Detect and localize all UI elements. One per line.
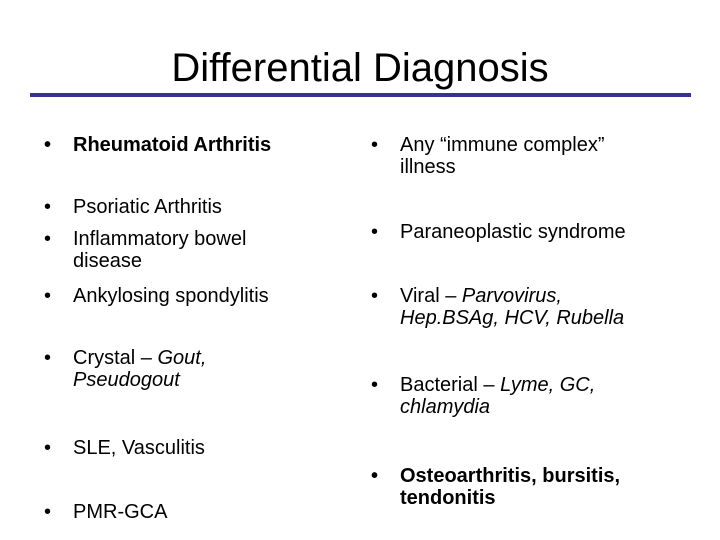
list-item-italic-line1: Lyme, GC, (500, 374, 596, 396)
bullet: • (44, 228, 52, 250)
slide-title: Differential Diagnosis (171, 46, 549, 90)
list-item-italic-line2: Hep.BSAg, HCV, Rubella (400, 307, 625, 329)
list-item-prefix: Viral – (400, 285, 462, 307)
list-item-text: Rheumatoid Arthritis (73, 134, 272, 156)
list-item-inflammatory-bowel-disease (44, 228, 246, 272)
bullet: • (371, 374, 379, 396)
bullet: • (44, 437, 52, 459)
bullet: • (44, 196, 52, 218)
list-item-pmr-gca (44, 501, 167, 523)
list-item-italic-line2: chlamydia (400, 396, 491, 418)
list-item-text-line1: Inflammatory bowel (73, 228, 247, 250)
list-item-psoriatic-arthritis (44, 196, 222, 218)
bullet: • (371, 221, 379, 243)
list-item-text-line2: tendonitis (400, 487, 496, 509)
list-item-prefix: Crystal – (73, 347, 158, 369)
bullet: • (371, 134, 379, 156)
list-item-text: PMR-GCA (73, 501, 168, 523)
bullet: • (44, 134, 52, 156)
list-item-text-line2: disease (73, 250, 142, 272)
bullet: • (44, 285, 52, 307)
list-item-paraneoplastic-syndrome (371, 221, 626, 243)
title-underline (30, 93, 691, 97)
list-item-italic-line1: Parvovirus, (461, 285, 562, 307)
bullet: • (44, 347, 52, 369)
bullet: • (371, 285, 379, 307)
list-item-text-line1: Osteoarthritis, bursitis, (400, 465, 621, 487)
bullet: • (44, 501, 52, 523)
list-item-bacterial (371, 374, 595, 418)
list-item-osteoarthritis (371, 465, 620, 509)
list-item-text: Paraneoplastic syndrome (400, 221, 626, 243)
list-item-italic-line1: Gout, (157, 347, 207, 369)
list-item-crystal (44, 347, 206, 391)
list-item-text-line1: Any “immune complex” (400, 134, 605, 156)
list-item-text-line2: illness (400, 156, 456, 178)
list-item-viral (371, 285, 624, 329)
list-item-text: Psoriatic Arthritis (73, 196, 222, 218)
bullet: • (371, 465, 379, 487)
list-item-rheumatoid-arthritis (44, 134, 271, 156)
list-item-text: Ankylosing spondylitis (73, 285, 269, 307)
list-item-text: SLE, Vasculitis (73, 437, 205, 459)
list-item-ankylosing-spondylitis (44, 285, 269, 307)
list-item-italic-line2: Pseudogout (73, 369, 180, 391)
list-item-sle-vasculitis (44, 437, 205, 459)
list-item-prefix: Bacterial – (400, 374, 501, 396)
list-item-immune-complex-illness (371, 134, 605, 178)
